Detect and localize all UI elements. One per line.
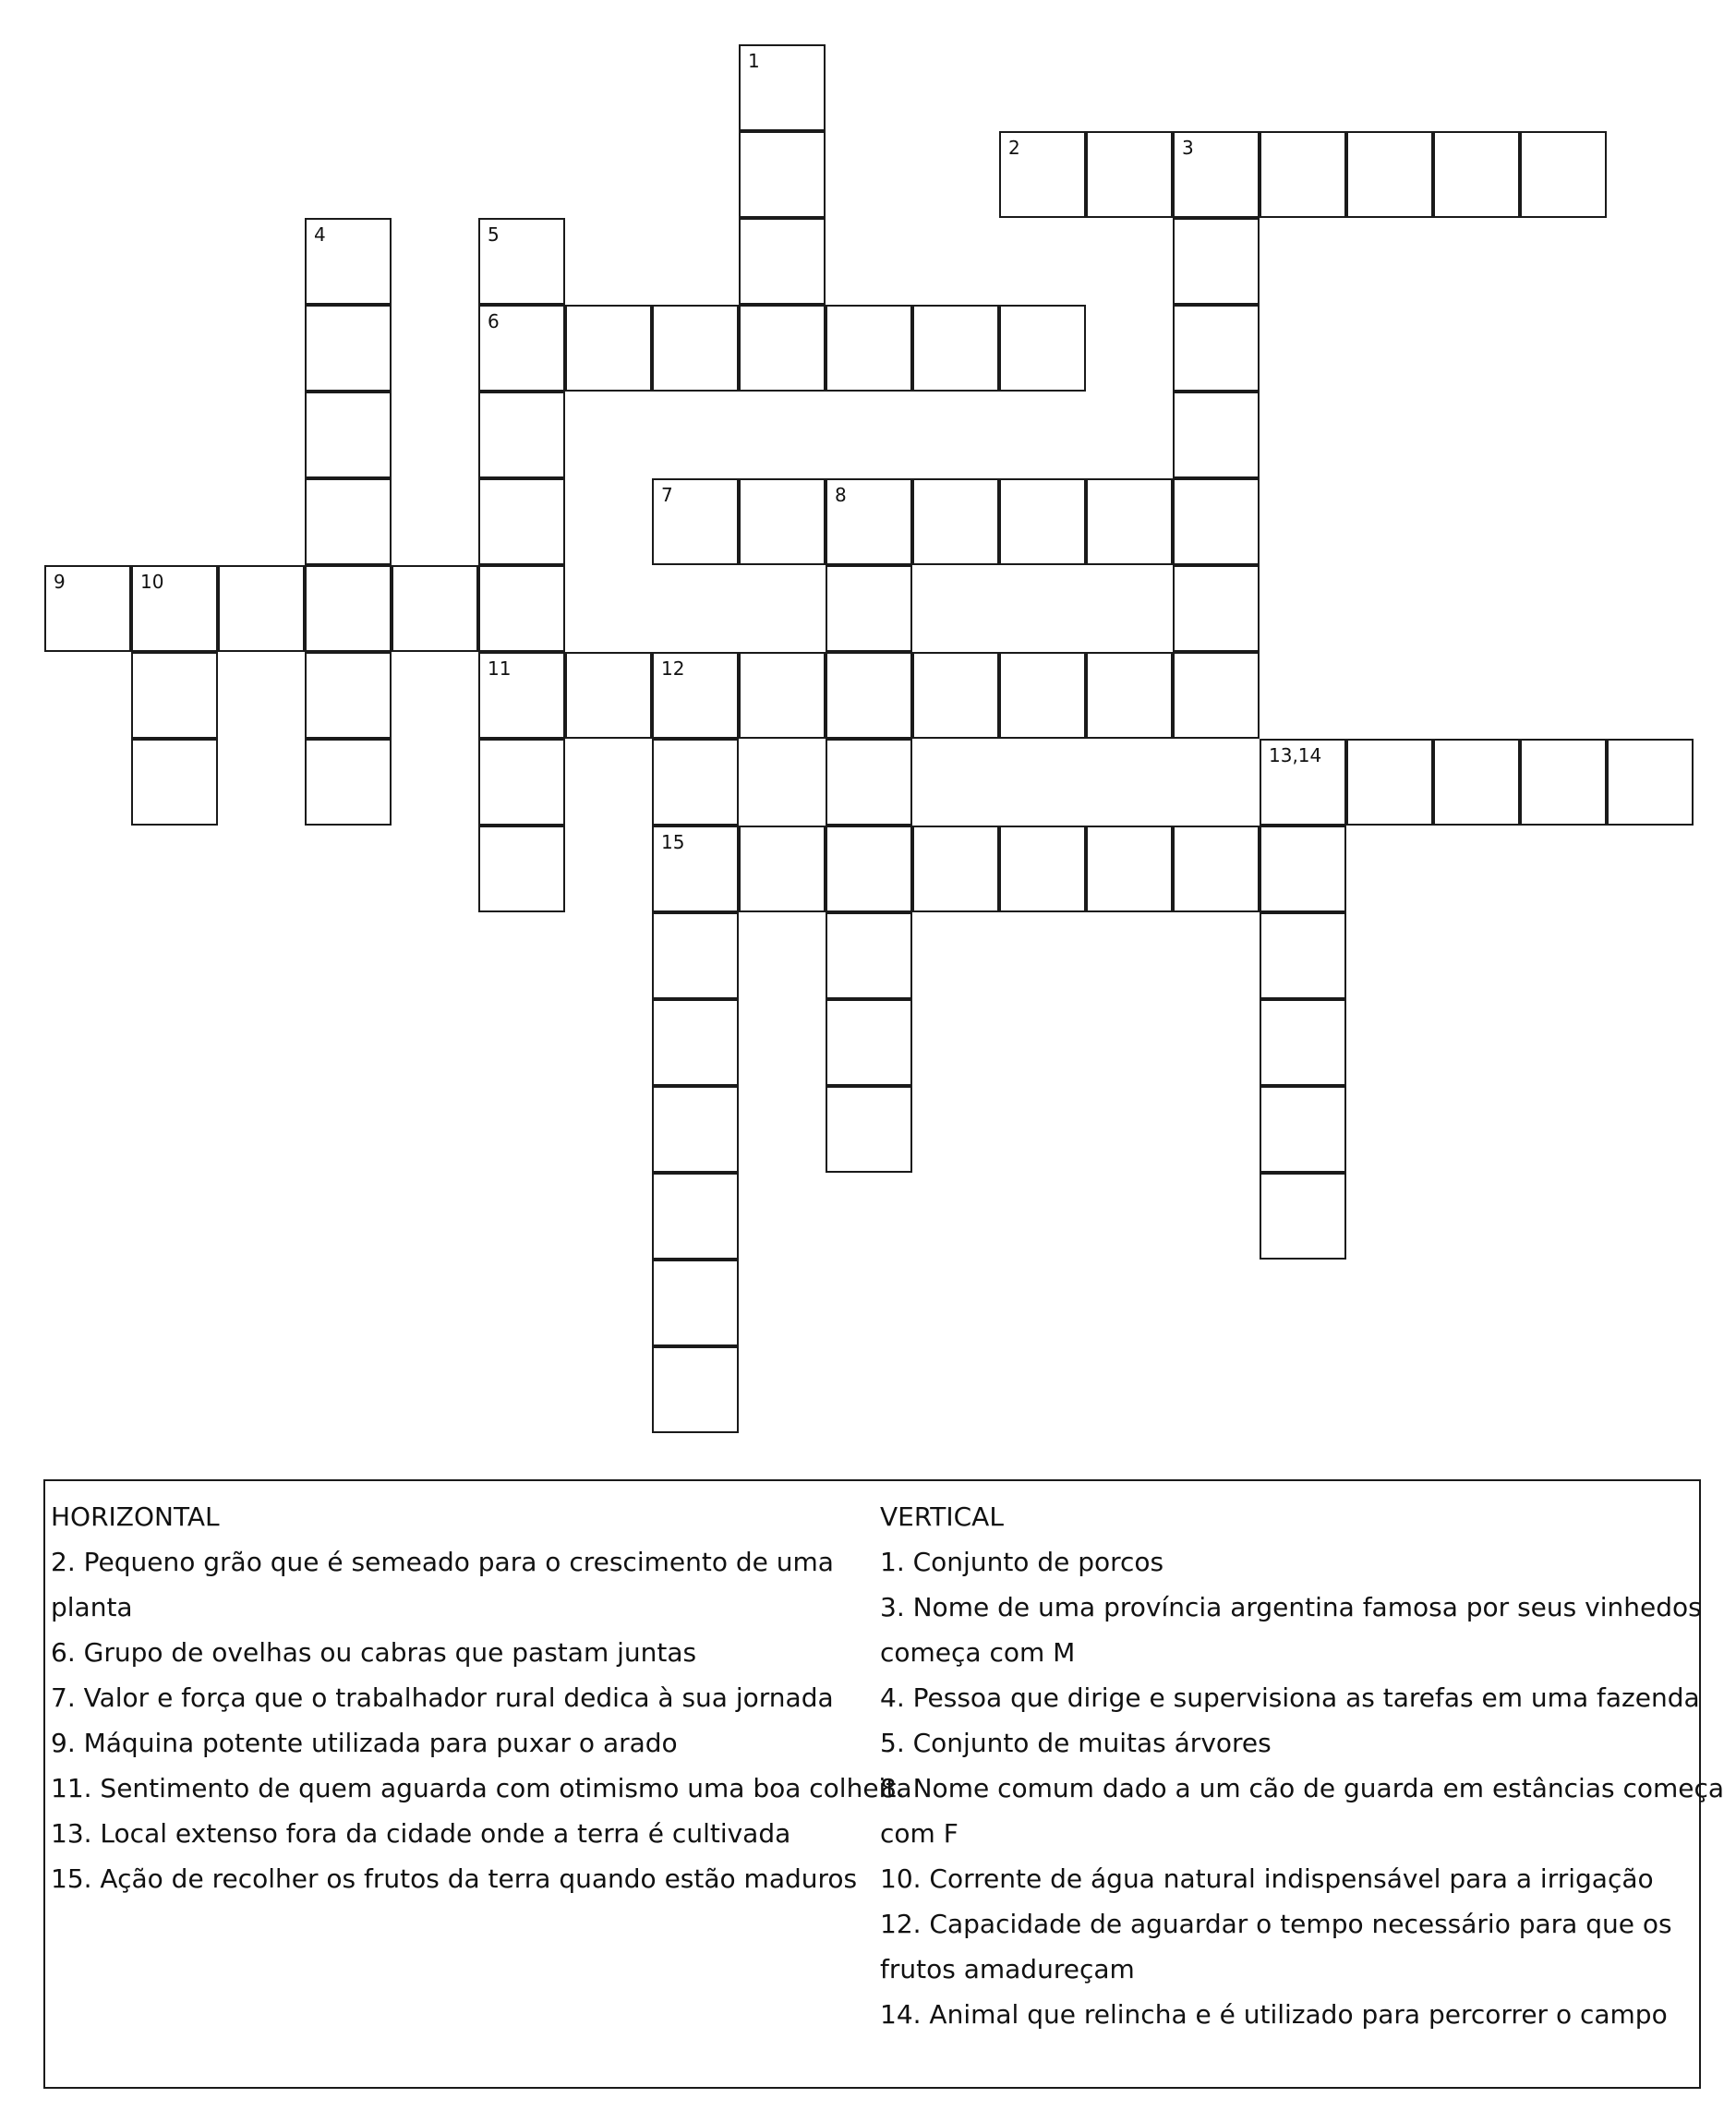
grid-cell[interactable] [999, 826, 1086, 912]
grid-cell[interactable] [131, 565, 218, 652]
grid-cell[interactable] [1520, 131, 1607, 218]
grid-cell[interactable] [912, 478, 999, 565]
grid-cell[interactable] [1173, 478, 1260, 565]
horizontal-heading: HORIZONTAL [51, 1501, 220, 1532]
grid-cell[interactable] [739, 131, 826, 218]
grid-cell[interactable] [44, 565, 131, 652]
grid-cell[interactable] [652, 652, 739, 739]
clue-number: 2 [1008, 137, 1020, 159]
grid-cell[interactable] [826, 912, 912, 999]
grid-cell[interactable] [1607, 739, 1694, 826]
grid-cell[interactable] [739, 478, 826, 565]
grid-cell[interactable] [999, 652, 1086, 739]
clue-number: 9 [54, 571, 66, 593]
grid-cell[interactable] [478, 565, 565, 652]
grid-cell[interactable] [826, 478, 912, 565]
grid-cell[interactable] [826, 1086, 912, 1173]
grid-cell[interactable] [826, 999, 912, 1086]
grid-cell[interactable] [305, 305, 392, 392]
grid-cell[interactable] [652, 912, 739, 999]
clue-number: 1 [748, 50, 760, 72]
grid-cell[interactable] [999, 305, 1086, 392]
clue-line: frutos amadureçam [880, 1954, 1135, 1984]
grid-cell[interactable] [478, 478, 565, 565]
grid-cell[interactable] [1086, 826, 1173, 912]
grid-cell[interactable] [305, 478, 392, 565]
grid-cell[interactable] [478, 739, 565, 826]
clue-line: 5. Conjunto de muitas árvores [880, 1728, 1272, 1758]
grid-cell[interactable] [652, 739, 739, 826]
clue-number: 8 [835, 484, 847, 506]
grid-cell[interactable] [1173, 565, 1260, 652]
clue-line: 10. Corrente de água natural indispensável para a irrigação [880, 1863, 1654, 1894]
clue-number: 7 [661, 484, 673, 506]
clue-line: 11. Sentimento de quem aguarda com otimismo uma boa colheita [51, 1773, 912, 1803]
clue-number: 6 [488, 310, 500, 332]
grid-cell[interactable] [1086, 478, 1173, 565]
grid-cell[interactable] [478, 218, 565, 305]
grid-cell[interactable] [392, 565, 478, 652]
clue-number: 15 [661, 831, 685, 853]
grid-cell[interactable] [1433, 739, 1520, 826]
grid-cell[interactable] [131, 739, 218, 826]
clue-line: 13. Local extenso fora da cidade onde a terra é cultivada [51, 1818, 791, 1849]
grid-cell[interactable] [912, 652, 999, 739]
grid-cell[interactable] [652, 1173, 739, 1260]
grid-cell[interactable] [1346, 739, 1433, 826]
clue-number: 5 [488, 223, 500, 246]
clue-number: 10 [140, 571, 164, 593]
grid-cell[interactable] [1260, 739, 1346, 826]
clue-line: com F [880, 1818, 958, 1849]
grid-cell[interactable] [1260, 826, 1346, 912]
grid-cell[interactable] [1086, 652, 1173, 739]
grid-cell[interactable] [826, 652, 912, 739]
grid-cell[interactable] [305, 739, 392, 826]
grid-cell[interactable] [1173, 131, 1260, 218]
grid-cell[interactable] [652, 1346, 739, 1433]
grid-cell[interactable] [826, 305, 912, 392]
grid-cell[interactable] [1173, 652, 1260, 739]
grid-cell[interactable] [739, 652, 826, 739]
clue-line: 1. Conjunto de porcos [880, 1547, 1164, 1577]
grid-cell[interactable] [1260, 1086, 1346, 1173]
clue-line: 15. Ação de recolher os frutos da terra quando estão maduros [51, 1863, 858, 1894]
grid-cell[interactable] [1260, 131, 1346, 218]
grid-cell[interactable] [1173, 826, 1260, 912]
grid-cell[interactable] [826, 565, 912, 652]
clue-line: planta [51, 1592, 133, 1622]
grid-cell[interactable] [1086, 131, 1173, 218]
grid-cell[interactable] [652, 478, 739, 565]
grid-cell[interactable] [131, 652, 218, 739]
grid-cell[interactable] [218, 565, 305, 652]
clue-line: começa com M [880, 1637, 1076, 1668]
clue-line: 7. Valor e força que o trabalhador rural dedica à sua jornada [51, 1682, 834, 1713]
grid-cell[interactable] [305, 218, 392, 305]
grid-cell[interactable] [1173, 392, 1260, 478]
clue-line: 6. Grupo de ovelhas ou cabras que pastam juntas [51, 1637, 697, 1668]
grid-cell[interactable] [1346, 131, 1433, 218]
grid-cell[interactable] [305, 565, 392, 652]
grid-cell[interactable] [739, 44, 826, 131]
grid-cell[interactable] [1260, 999, 1346, 1086]
grid-cell[interactable] [1173, 218, 1260, 305]
grid-cell[interactable] [1260, 912, 1346, 999]
grid-cell[interactable] [999, 478, 1086, 565]
horizontal-clues [51, 1494, 912, 1901]
grid-cell[interactable] [305, 392, 392, 478]
clue-number: 13,14 [1269, 744, 1322, 766]
clue-number: 11 [488, 657, 512, 680]
clue-number: 4 [314, 223, 326, 246]
grid-cell[interactable] [565, 305, 652, 392]
clue-line: 2. Pequeno grão que é semeado para o crescimento de uma [51, 1547, 834, 1577]
grid-cell[interactable] [1173, 305, 1260, 392]
clue-line: 3. Nome de uma província argentina famosa por seus vinhedos [880, 1592, 1702, 1622]
grid-cell[interactable] [652, 826, 739, 912]
grid-cell[interactable] [912, 826, 999, 912]
grid-cell[interactable] [999, 131, 1086, 218]
vertical-clues [880, 1494, 1725, 2037]
vertical-heading: VERTICAL [880, 1501, 1004, 1532]
clue-line: 12. Capacidade de aguardar o tempo necessário para que os [880, 1909, 1672, 1939]
grid-cell[interactable] [478, 826, 565, 912]
grid-cell[interactable] [652, 1086, 739, 1173]
clue-number: 12 [661, 657, 685, 680]
grid-cell[interactable] [739, 305, 826, 392]
grid-cell[interactable] [912, 305, 999, 392]
grid-cell[interactable] [1520, 739, 1607, 826]
grid-cell[interactable] [826, 826, 912, 912]
clue-line: 8. Nome comum dado a um cão de guarda em estâncias começa [880, 1773, 1725, 1803]
grid-cell[interactable] [652, 999, 739, 1086]
grid-cell[interactable] [305, 652, 392, 739]
grid-cell[interactable] [652, 305, 739, 392]
clue-line: 4. Pessoa que dirige e supervisiona as tarefas em uma fazenda [880, 1682, 1700, 1713]
grid-cell[interactable] [1433, 131, 1520, 218]
grid-cell[interactable] [478, 305, 565, 392]
grid-cell[interactable] [565, 652, 652, 739]
grid-cell[interactable] [826, 739, 912, 826]
clue-number: 3 [1182, 137, 1194, 159]
grid-cell[interactable] [1260, 1173, 1346, 1260]
clue-line: 9. Máquina potente utilizada para puxar o arado [51, 1728, 678, 1758]
grid-cell[interactable] [739, 826, 826, 912]
grid-cell[interactable] [739, 218, 826, 305]
clues-box [43, 1479, 1725, 2089]
grid-cell[interactable] [652, 1260, 739, 1346]
grid-cell[interactable] [478, 652, 565, 739]
clue-line: 14. Animal que relincha e é utilizado para percorrer o campo [880, 1999, 1668, 2030]
grid-cell[interactable] [478, 392, 565, 478]
